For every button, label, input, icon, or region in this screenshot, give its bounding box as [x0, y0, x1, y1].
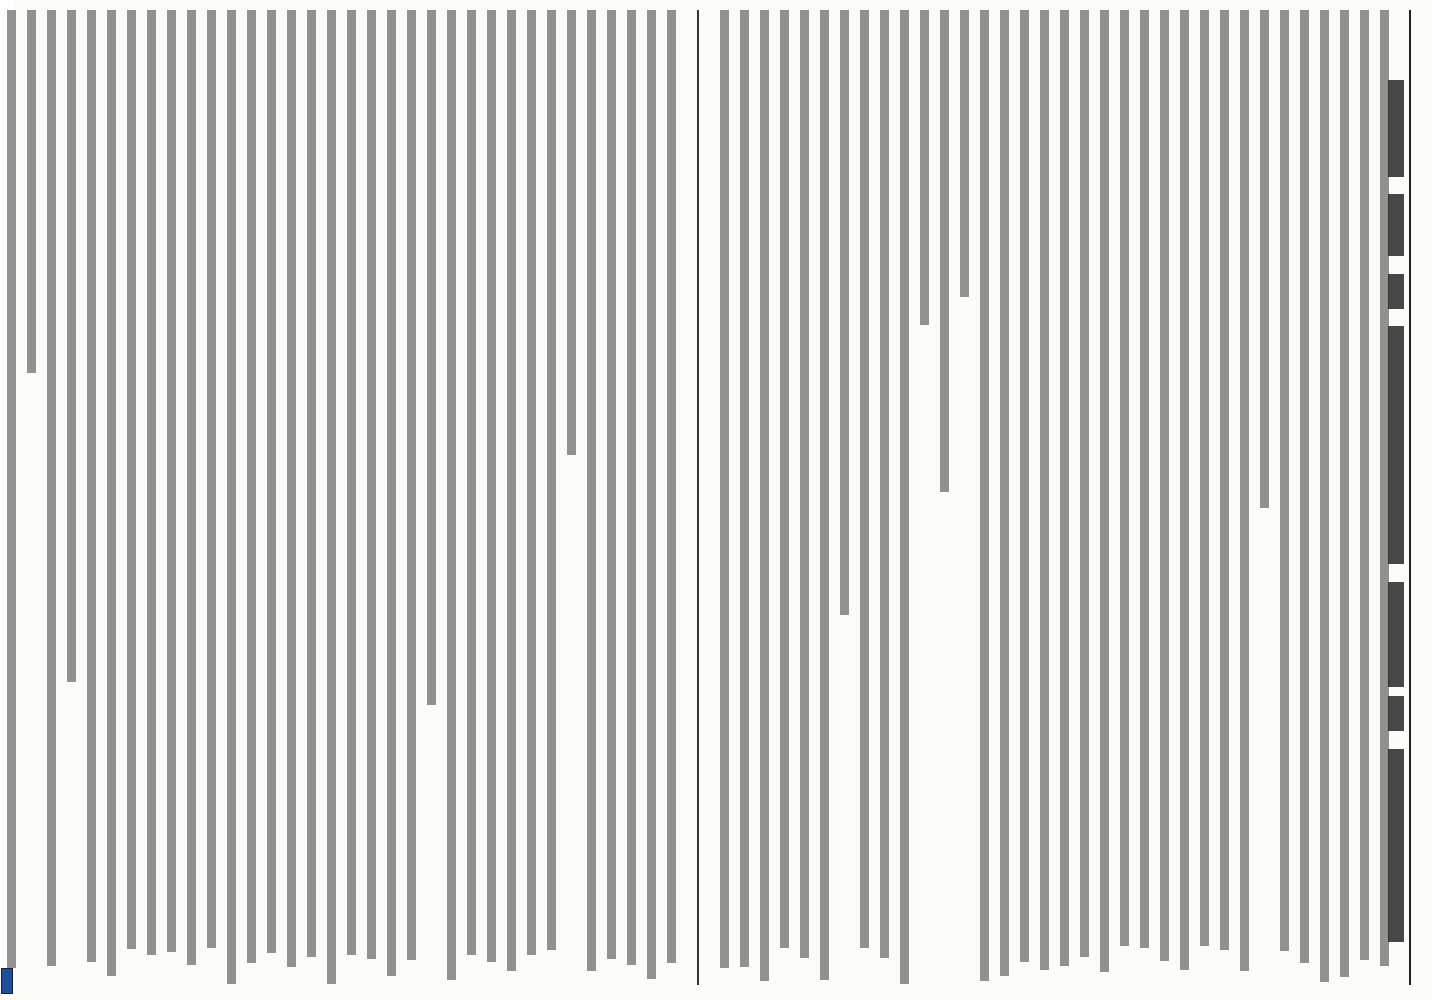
text-line — [1140, 10, 1149, 948]
text-line — [740, 10, 749, 967]
unreadable-text-placeholder — [0, 0, 1, 1]
text-line — [127, 10, 136, 949]
header-word — [1388, 749, 1404, 943]
left-text-column — [5, 10, 685, 985]
text-line — [247, 10, 256, 963]
text-line — [1200, 10, 1209, 946]
header-rule — [1409, 10, 1411, 985]
text-line — [507, 10, 516, 971]
text-line — [447, 10, 456, 980]
text-line — [367, 10, 376, 959]
text-line — [960, 10, 969, 297]
text-line — [860, 10, 869, 948]
text-line — [880, 10, 889, 958]
text-line — [920, 10, 929, 325]
text-line — [760, 10, 769, 981]
text-line — [567, 10, 576, 455]
header-word — [1388, 326, 1404, 564]
text-line — [267, 10, 276, 953]
header-word — [1388, 274, 1404, 309]
text-line — [1340, 10, 1349, 977]
text-line — [1320, 10, 1329, 982]
text-line — [347, 10, 356, 955]
text-line — [107, 10, 116, 976]
text-line — [327, 10, 336, 984]
text-line — [1000, 10, 1009, 976]
text-line — [87, 10, 96, 962]
text-line — [27, 10, 36, 373]
text-line — [1360, 10, 1369, 960]
header-word — [1388, 696, 1404, 731]
text-line — [627, 10, 636, 965]
text-line — [387, 10, 396, 976]
page-number — [1398, 18, 1410, 32]
text-line — [1120, 10, 1129, 946]
text-line — [1040, 10, 1049, 970]
text-line — [1080, 10, 1089, 957]
text-line — [1260, 10, 1269, 508]
text-line — [840, 10, 849, 615]
text-line — [1160, 10, 1169, 961]
text-line — [940, 10, 949, 492]
text-line — [1020, 10, 1029, 962]
text-line — [647, 10, 656, 979]
text-line — [1240, 10, 1249, 971]
text-line — [900, 10, 909, 984]
text-line — [227, 10, 236, 984]
text-line — [720, 10, 729, 968]
text-line — [820, 10, 829, 980]
text-line — [800, 10, 809, 958]
text-line — [427, 10, 436, 705]
text-line — [1180, 10, 1189, 970]
header-word — [1388, 194, 1404, 256]
running-header — [1388, 80, 1406, 960]
text-line — [287, 10, 296, 967]
text-line — [187, 10, 196, 965]
header-word — [1388, 582, 1404, 688]
text-line — [1300, 10, 1309, 963]
text-line — [607, 10, 616, 959]
text-line — [67, 10, 76, 682]
text-line — [527, 10, 536, 955]
text-line — [207, 10, 216, 948]
text-line — [487, 10, 496, 962]
text-line — [7, 10, 16, 968]
text-line — [1060, 10, 1069, 966]
text-line — [1100, 10, 1109, 972]
text-line — [47, 10, 56, 966]
text-line — [147, 10, 156, 955]
column-divider-rule — [697, 10, 699, 985]
text-line — [980, 10, 989, 981]
text-line — [587, 10, 596, 971]
text-line — [167, 10, 176, 952]
right-text-column — [718, 10, 1398, 985]
text-line — [667, 10, 676, 963]
header-word — [1388, 80, 1404, 177]
text-line — [407, 10, 416, 960]
text-line — [780, 10, 789, 948]
text-line — [307, 10, 316, 957]
text-line — [1280, 10, 1289, 951]
text-line — [1220, 10, 1229, 950]
text-line — [547, 10, 556, 950]
text-line — [467, 10, 476, 955]
